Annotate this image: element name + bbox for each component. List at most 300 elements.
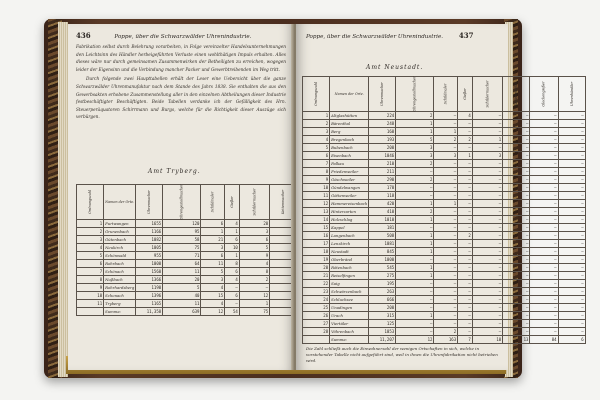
table-cell: —: [530, 264, 558, 272]
table-cell: —: [434, 184, 458, 192]
table-cell: —: [458, 128, 473, 136]
place-name-cell: Gütenbach: [104, 236, 136, 244]
table-header-label: Ordnungszahl: [88, 189, 93, 215]
table-cell: 58: [163, 236, 201, 244]
table-cell: 25: [303, 304, 330, 312]
table-cell: —: [530, 240, 558, 248]
table-cell: 275: [369, 272, 396, 280]
table-cell: —: [434, 240, 458, 248]
table-cell: —: [396, 296, 434, 304]
table-header-label: Uhrenhändler: [569, 81, 574, 107]
left-paragraph-1: Fabrikation selbst durch Belehrung vorarbeiten, in Folge vereinzelter Handelsunternehmungen den Leichtsinn des Händler herbeigeführten Verluste einen wohlthätigen Impuls erhalten. Alles dieses wäre nur durch gemeinsamen Zusammenwirken der Betheiligten zu erreichen, wogegen leider der Eigensinn und die Verbindung mancher Packer und Gewerbtreibenden im Weg tritt.: [76, 45, 286, 73]
place-name-cell: Altglashütten: [330, 112, 369, 120]
table-cell: —: [530, 168, 558, 176]
table-cell: —: [503, 224, 530, 232]
table-cell: —: [558, 264, 585, 272]
table-cell: 1: [396, 264, 434, 272]
table-cell: —: [472, 224, 502, 232]
table-cell: 20: [303, 264, 330, 272]
table-cell: 9: [77, 284, 104, 292]
table-cell: —: [434, 312, 458, 320]
table-header-label: Uhrenmacher: [380, 82, 385, 106]
table-cell: —: [503, 160, 530, 168]
table-cell: 15: [303, 224, 330, 232]
table-cell: —: [530, 152, 558, 160]
table-cell: 508: [369, 232, 396, 240]
place-name-cell: Unadingen: [330, 304, 369, 312]
table-cell: —: [458, 176, 473, 184]
table-header-label: Uhrengestellmacher: [412, 76, 417, 112]
table-cell: —: [530, 248, 558, 256]
table-cell: 15: [201, 292, 225, 300]
table-cell: 315: [369, 312, 396, 320]
table-cell: —: [503, 136, 530, 144]
right-page-header: [306, 31, 473, 40]
table-header-cell: [136, 185, 163, 220]
right-table-header-row: [303, 77, 586, 112]
table-cell: 18: [303, 248, 330, 256]
table-cell: 7: [77, 268, 104, 276]
place-name-cell: Vöhrenbach: [330, 328, 369, 336]
table-cell: —: [530, 176, 558, 184]
table-cell: —: [558, 144, 585, 152]
table-cell: 1655: [136, 220, 163, 228]
table-cell: —: [472, 168, 502, 176]
table-cell: 1396: [136, 292, 163, 300]
table-cell: —: [434, 304, 458, 312]
table-cell: —: [503, 288, 530, 296]
right-page-number: 437: [458, 31, 474, 40]
table-cell: —: [503, 264, 530, 272]
table-cell: 11,207: [369, 336, 396, 344]
table-cell: 6: [225, 292, 240, 300]
table-cell: 4: [239, 260, 269, 268]
table-cell: 75: [163, 244, 201, 252]
table-cell: —: [530, 296, 558, 304]
table-cell: —: [472, 208, 502, 216]
table-cell: 1: [225, 228, 240, 236]
left-section-title: Amt Tryberg.: [148, 168, 201, 175]
table-header-label: Namen der Orte.: [105, 200, 135, 204]
table-cell: 410: [369, 208, 396, 216]
place-name-cell: Kappel: [330, 224, 369, 232]
place-name-cell: Berg: [330, 128, 369, 136]
table-cell: 10: [77, 292, 104, 300]
place-name-cell: Schwärzenbach: [330, 288, 369, 296]
table-cell: 195: [369, 280, 396, 288]
table-cell: —: [434, 288, 458, 296]
table-row: [303, 160, 586, 168]
table-cell: 1: [77, 220, 104, 228]
table-row: [303, 304, 586, 312]
table-row: [303, 128, 586, 136]
table-cell: —: [396, 288, 434, 296]
table-cell: 3: [472, 152, 502, 160]
left-paragraph-2: Durch folgende zwei Haupttabellen erhält der Leser eine Uebersicht über die ganze Schwarzwälder Uhrenmanufaktur nach dem Stande des Jahrs 1838. Sie enthalten die aus den Gewerbsakten erhobene Zusammenstellung aller in den einzelnen Abtheilungen dieser Industrie festbeschäftigter Beschäftigten. Beide Tabellen verdanke ich der Gefälligkeit des Hrn. Steuerperäquatoren Schirrmann und Burgs, welche für die Richtigkeit dieser Auszüge sich verbürgen.: [76, 77, 286, 121]
table-cell: —: [558, 328, 585, 336]
table-cell: —: [558, 232, 585, 240]
table-header-cell: [77, 185, 104, 220]
table-cell: —: [530, 200, 558, 208]
table-cell: —: [458, 248, 473, 256]
table-cell: 4: [77, 244, 104, 252]
table-cell: —: [503, 232, 530, 240]
table-cell: —: [458, 312, 473, 320]
table-cell: 12: [201, 308, 225, 316]
place-name-cell: Rohrbach: [104, 260, 136, 268]
table-cell: —: [503, 240, 530, 248]
place-name-cell: Nußbach: [104, 276, 136, 284]
table-row: [303, 288, 586, 296]
table-header-label: Kettenmacher: [281, 189, 286, 215]
table-cell: —: [396, 280, 434, 288]
table-header-cell: [330, 77, 369, 112]
table-cell: 3: [396, 152, 434, 160]
table-cell: —: [458, 200, 473, 208]
table-cell: —: [472, 184, 502, 192]
place-name-cell: Schönwald: [104, 252, 136, 260]
place-name-cell: Urach: [330, 312, 369, 320]
table-cell: —: [558, 200, 585, 208]
table-cell: —: [558, 168, 585, 176]
table-cell: —: [458, 192, 473, 200]
table-header-cell: [434, 77, 458, 112]
table-row: [303, 312, 586, 320]
table-cell: 200: [369, 304, 396, 312]
table-cell: 12: [396, 336, 434, 344]
table-cell: 11: [163, 300, 201, 308]
table-cell: 6: [77, 260, 104, 268]
table-cell: —: [225, 284, 240, 292]
table-cell: —: [530, 328, 558, 336]
table-cell: 263: [369, 288, 396, 296]
table-cell: 1: [434, 200, 458, 208]
table-cell: —: [503, 152, 530, 160]
table-cell: —: [434, 120, 458, 128]
table-cell: —: [458, 296, 473, 304]
place-name-cell: Eisenbach: [330, 152, 369, 160]
table-cell: 2: [303, 120, 330, 128]
table-cell: —: [472, 128, 502, 136]
table-cell: 955: [136, 252, 163, 260]
table-cell: —: [503, 192, 530, 200]
table-cell: —: [558, 128, 585, 136]
table-cell: 211: [369, 168, 396, 176]
table-cell: 1010: [369, 216, 396, 224]
table-cell: 200: [369, 144, 396, 152]
table-cell: 10: [303, 184, 330, 192]
table-cell: —: [503, 312, 530, 320]
table-cell: —: [396, 192, 434, 200]
table-cell: —: [530, 272, 558, 280]
table-cell: 3: [396, 144, 434, 152]
table-header-label: Uhrenmacher: [147, 190, 152, 214]
table-row: [303, 184, 586, 192]
table-cell: —: [458, 280, 473, 288]
table-cell: —: [530, 112, 558, 120]
table-cell: 21: [303, 272, 330, 280]
table-cell: 20: [163, 276, 201, 284]
table-header-cell: [396, 77, 434, 112]
table-cell: —: [458, 160, 473, 168]
table-row: [303, 200, 586, 208]
right-page: [296, 24, 584, 370]
table-cell: 224: [369, 112, 396, 120]
table-cell: —: [458, 144, 473, 152]
table-cell: —: [530, 120, 558, 128]
table-cell: 4: [458, 112, 473, 120]
table-row: [303, 248, 586, 256]
table-cell: 11: [77, 300, 104, 308]
table-cell: 40: [163, 292, 201, 300]
table-header-label: Kettenmacher: [514, 81, 519, 107]
table-cell: —: [530, 304, 558, 312]
table-cell: —: [434, 208, 458, 216]
table-cell: —: [530, 320, 558, 328]
table-cell: —: [503, 200, 530, 208]
table-cell: 10: [225, 244, 240, 252]
table-header-cell: [303, 77, 330, 112]
table-cell: 24: [303, 296, 330, 304]
place-name-cell: Hammereisenbach: [331, 200, 368, 206]
table-header-cell: [201, 185, 225, 220]
table-cell: —: [558, 136, 585, 144]
table-cell: —: [558, 112, 585, 120]
table-cell: 6: [239, 236, 269, 244]
right-footnote: Die Zahl schließt auch die Einwohnerzahl der wenigen Ortschaften in sich, welche in vorstehender Tabelle nicht aufgeführt sind, weil in ihnen die Uhrenfabrikation nicht betrieben wird.: [306, 346, 498, 363]
table-cell: 1: [225, 252, 240, 260]
place-name-cell: Friedenweiler: [330, 168, 369, 176]
table-cell: 1: [396, 312, 434, 320]
table-cell: —: [458, 288, 473, 296]
table-cell: —: [503, 120, 530, 128]
table-cell: —: [458, 328, 473, 336]
table-cell: 20: [239, 220, 269, 228]
table-cell: —: [458, 120, 473, 128]
table-header-label: Glockengießer: [542, 81, 547, 107]
table-cell: 5: [163, 284, 201, 292]
table-cell: —: [558, 256, 585, 264]
table-cell: 1: [434, 128, 458, 136]
table-cell: —: [434, 112, 458, 120]
table-cell: 1166: [136, 228, 163, 236]
table-cell: 6: [225, 268, 240, 276]
table-cell: —: [472, 264, 502, 272]
table-cell: 118: [369, 192, 396, 200]
table-cell: —: [558, 312, 585, 320]
table-cell: —: [472, 240, 502, 248]
table-cell: —: [503, 176, 530, 184]
place-name-cell: Rohrhardsberg: [105, 284, 135, 290]
table-cell: 1: [201, 228, 225, 236]
table-cell: 4: [303, 136, 330, 144]
table-cell: —: [558, 320, 585, 328]
table-cell: —: [434, 168, 458, 176]
table-cell: 11,358: [136, 308, 163, 316]
table-cell: 5: [77, 252, 104, 260]
table-cell: —: [472, 216, 502, 224]
table-cell: 3: [77, 236, 104, 244]
left-page: [68, 24, 294, 370]
table-cell: 2: [434, 136, 458, 144]
table-cell: —: [503, 216, 530, 224]
table-cell: —: [503, 320, 530, 328]
table-cell: 2: [239, 276, 269, 284]
table-cell: 6: [558, 336, 585, 344]
table-cell: 84: [530, 336, 558, 344]
table-cell: 11: [163, 268, 201, 276]
table-cell: 1081: [369, 240, 396, 248]
table-cell: 3: [201, 276, 225, 284]
table-cell: 12: [239, 292, 269, 300]
table-cell: —: [472, 256, 502, 264]
table-cell: —: [458, 240, 473, 248]
table-cell: —: [558, 280, 585, 288]
table-row: [303, 168, 586, 176]
table-cell: —: [434, 280, 458, 288]
table-cell: 13: [503, 336, 530, 344]
table-cell: —: [558, 224, 585, 232]
table-header-cell: [104, 185, 136, 220]
table-cell: —: [503, 128, 530, 136]
table-cell: —: [472, 112, 502, 120]
table-cell: 10: [472, 336, 502, 344]
table-cell: 1: [458, 152, 473, 160]
left-running-title: Poppe, über die Schwarzwälder Uhrenindustrie.: [114, 34, 252, 40]
table-cell: 1: [396, 232, 434, 240]
place-name-cell: Langenbach: [330, 232, 369, 240]
table-header-label: Gießer: [462, 88, 467, 100]
place-name-cell: Neustadt: [330, 248, 369, 256]
table-cell: —: [530, 144, 558, 152]
table-cell: —: [458, 208, 473, 216]
table-cell: —: [558, 192, 585, 200]
place-name-cell: Schönach: [104, 268, 136, 276]
table-row: [303, 320, 586, 328]
table-cell: 26: [303, 312, 330, 320]
table-cell: —: [530, 160, 558, 168]
table-cell: 21: [201, 236, 225, 244]
table-cell: 1: [396, 248, 434, 256]
table-cell: 1082: [136, 236, 163, 244]
table-cell: —: [458, 224, 473, 232]
table-cell: —: [558, 208, 585, 216]
table-cell: [303, 336, 330, 344]
table-cell: 3: [201, 244, 225, 252]
table-cell: 2: [77, 228, 104, 236]
table-cell: 290: [369, 176, 396, 184]
table-cell: —: [472, 200, 502, 208]
table-cell: —: [458, 256, 473, 264]
table-cell: 8: [225, 260, 240, 268]
table-cell: 193: [369, 136, 396, 144]
place-name-cell: Bärenthal: [330, 120, 369, 128]
table-header-cell: [503, 77, 530, 112]
table-cell: 11: [201, 260, 225, 268]
table-cell: 163: [434, 336, 458, 344]
table-header-label: Namen der Orte.: [334, 92, 364, 96]
table-cell: 16: [303, 232, 330, 240]
table-cell: —: [503, 328, 530, 336]
table-cell: 4: [225, 220, 240, 228]
table-cell: 1000: [136, 260, 163, 268]
table-cell: 6: [201, 220, 225, 228]
table-cell: 1560: [136, 268, 163, 276]
table-cell: 3: [239, 228, 269, 236]
table-cell: 6: [201, 252, 225, 260]
table-cell: —: [503, 168, 530, 176]
table-cell: 1053: [369, 328, 396, 336]
table-header-cell: [239, 185, 269, 220]
table-cell: —: [530, 312, 558, 320]
place-name-cell: Tryberg: [104, 300, 136, 308]
table-cell: 2: [458, 232, 473, 240]
table-cell: —: [434, 264, 458, 272]
table-cell: —: [434, 296, 458, 304]
table-cell: 2: [396, 112, 434, 120]
table-header-cell: [472, 77, 502, 112]
table-cell: —: [434, 320, 458, 328]
table-cell: —: [396, 328, 434, 336]
table-cell: —: [434, 144, 458, 152]
table-header-label: Schildmaler: [210, 191, 215, 213]
table-cell: —: [530, 256, 558, 264]
table-cell: —: [396, 320, 434, 328]
table-cell: —: [225, 300, 240, 308]
table-cell: —: [558, 240, 585, 248]
table-cell: —: [530, 136, 558, 144]
table-cell: —: [472, 272, 502, 280]
place-name-cell: Grunenbach: [104, 228, 136, 236]
table-cell: —: [434, 160, 458, 168]
place-name-cell: Schluchsee: [330, 296, 369, 304]
right-table: [302, 76, 586, 344]
table-cell: —: [558, 272, 585, 280]
place-name-cell: Summa:: [330, 336, 369, 344]
table-cell: 4: [201, 300, 225, 308]
table-row: [303, 328, 586, 336]
table-cell: —: [472, 280, 502, 288]
table-cell: [77, 308, 104, 316]
table-cell: —: [558, 216, 585, 224]
table-cell: —: [472, 328, 502, 336]
table-cell: —: [558, 120, 585, 128]
table-header-label: Schildermacher: [485, 80, 490, 108]
table-cell: —: [503, 248, 530, 256]
table-cell: —: [434, 272, 458, 280]
place-name-cell: Falkau: [330, 160, 369, 168]
table-cell: —: [503, 208, 530, 216]
place-name-cell: Holzschlag: [330, 216, 369, 224]
left-page-header: [76, 31, 251, 40]
table-cell: —: [472, 288, 502, 296]
place-name-cell: Oberbränd: [330, 256, 369, 264]
table-header-label: Ordnungszahl: [314, 81, 319, 107]
table-cell: 1005: [136, 244, 163, 252]
table-cell: —: [558, 176, 585, 184]
table-cell: 7: [303, 160, 330, 168]
table-row: [303, 232, 586, 240]
table-cell: 5: [201, 268, 225, 276]
table-cell: 160: [369, 128, 396, 136]
table-cell: —: [530, 224, 558, 232]
table-cell: —: [434, 256, 458, 264]
table-cell: 1: [396, 120, 434, 128]
table-cell: —: [503, 296, 530, 304]
table-cell: 1046: [369, 152, 396, 160]
table-cell: 125: [369, 320, 396, 328]
table-cell: 9: [239, 252, 269, 260]
